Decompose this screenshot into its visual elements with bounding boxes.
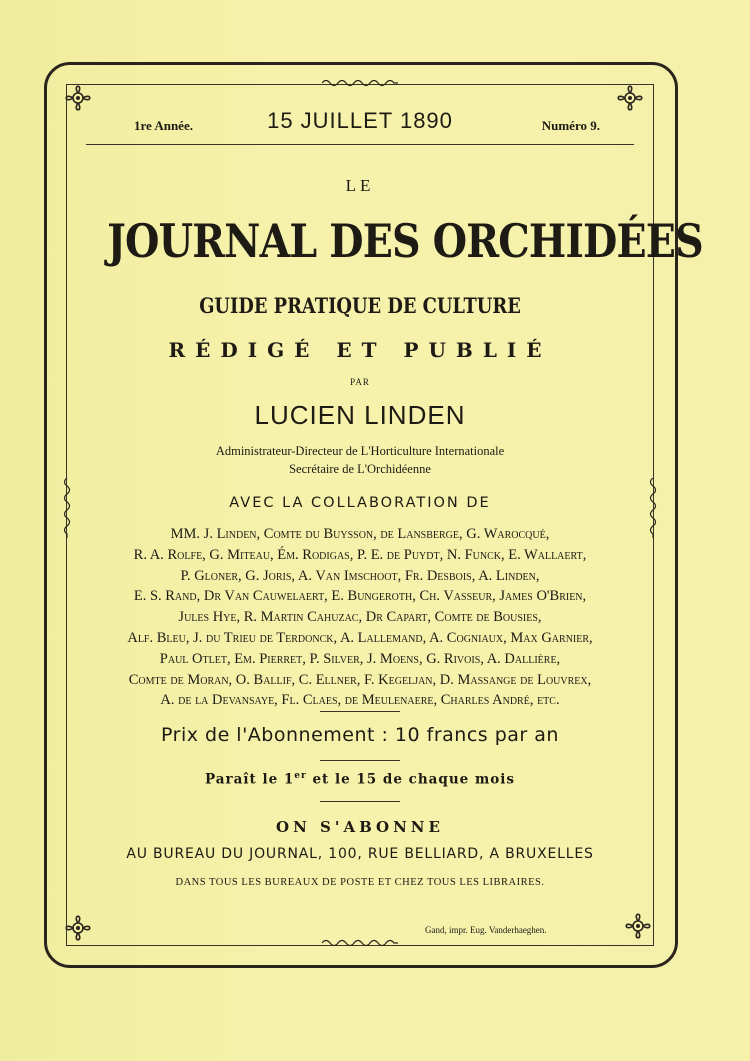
title-article: LE <box>345 176 375 195</box>
fleuron-ornament-icon <box>58 78 98 118</box>
fleuron-ornament-icon <box>610 78 650 118</box>
subscription-price: Prix de l'Abonnement : 10 francs par an <box>161 724 559 746</box>
collaborator-line: Paul Otlet, Em. Pierret, P. Silver, J. Moens, G. Rivois, A. Dallière, <box>159 650 561 667</box>
collaborator-line: A. de la Devansaye, Fl. Claes, de Meulenaere, Charles André, etc. <box>160 692 560 709</box>
collaboration-heading: AVEC LA COLLABORATION DE <box>229 495 491 511</box>
collaborator-list <box>66 524 654 711</box>
issue-date: 15 JUILLET 1890 <box>267 108 453 133</box>
header-rule <box>86 144 634 145</box>
subscribe-heading: ON S'ABONNE <box>276 818 444 836</box>
collaborator-line: Alf. Bleu, J. du Trieu de Terdonck, A. Lallemand, A. Cogniaux, Max Garnier, <box>127 629 593 646</box>
issue-year: 1re Année. <box>134 118 193 133</box>
fleuron-ornament-icon <box>58 908 98 948</box>
journal-title: JOURNAL DES ORCHIDÉES <box>107 214 703 268</box>
collaborator-line: P. Gloner, G. Joris, A. Van Imschoot, Fr. Desbois, A. Linden, <box>180 567 540 584</box>
printer-credit: Gand, impr. Eug. Vanderhaeghen. <box>425 925 547 935</box>
divider-rule <box>320 760 400 761</box>
other-outlets: DANS TOUS LES BUREAUX DE POSTE ET CHEZ TOUS LES LIBRAIRES. <box>175 877 545 888</box>
wavy-flourish-top-icon <box>322 78 398 88</box>
author-role-2: Secrétaire de L'Orchidéenne <box>289 462 431 476</box>
issue-header <box>120 108 600 138</box>
redige-line: RÉDIGÉ ET PUBLIÉ <box>168 338 552 362</box>
journal-subtitle: GUIDE PRATIQUE DE CULTURE <box>199 293 521 318</box>
office-address: AU BUREAU DU JOURNAL, 100, RUE BELLIARD, A BRUXELLES <box>126 846 594 862</box>
wavy-flourish-bottom-icon <box>322 938 398 948</box>
divider-rule <box>320 801 400 802</box>
fleuron-ornament-icon <box>618 906 658 946</box>
collaborator-line: MM. J. Linden, Comte du Buysson, de Lansberge, G. Warocqué, <box>170 526 550 542</box>
par-line: PAR <box>350 377 370 387</box>
collaborator-line: Jules Hye, R. Martin Cahuzac, Dr Capart, Comte de Bousies, <box>178 609 542 626</box>
author-name: LUCIEN LINDEN <box>254 400 466 430</box>
divider-rule <box>320 711 400 712</box>
collaborator-line: Comte de Moran, O. Ballif, C. Ellner, F. Kegeljan, D. Massange de Louvrex, <box>128 671 592 688</box>
collaborator-line: R. A. Rolfe, G. Miteau, Ém. Rodigas, P. E. de Puydt, N. Funck, E. Wallaert, <box>133 546 587 563</box>
collaborator-line: E. S. Rand, Dr Van Cauwelaert, E. Bungeroth, Ch. Vasseur, James O'Brien, <box>133 588 587 605</box>
author-role-1: Administrateur-Directeur de L'Horticulture Internationale <box>215 444 505 458</box>
publication-frequency: Paraît le 1er et le 15 de chaque mois <box>205 771 515 788</box>
issue-number: Numéro 9. <box>541 118 600 133</box>
